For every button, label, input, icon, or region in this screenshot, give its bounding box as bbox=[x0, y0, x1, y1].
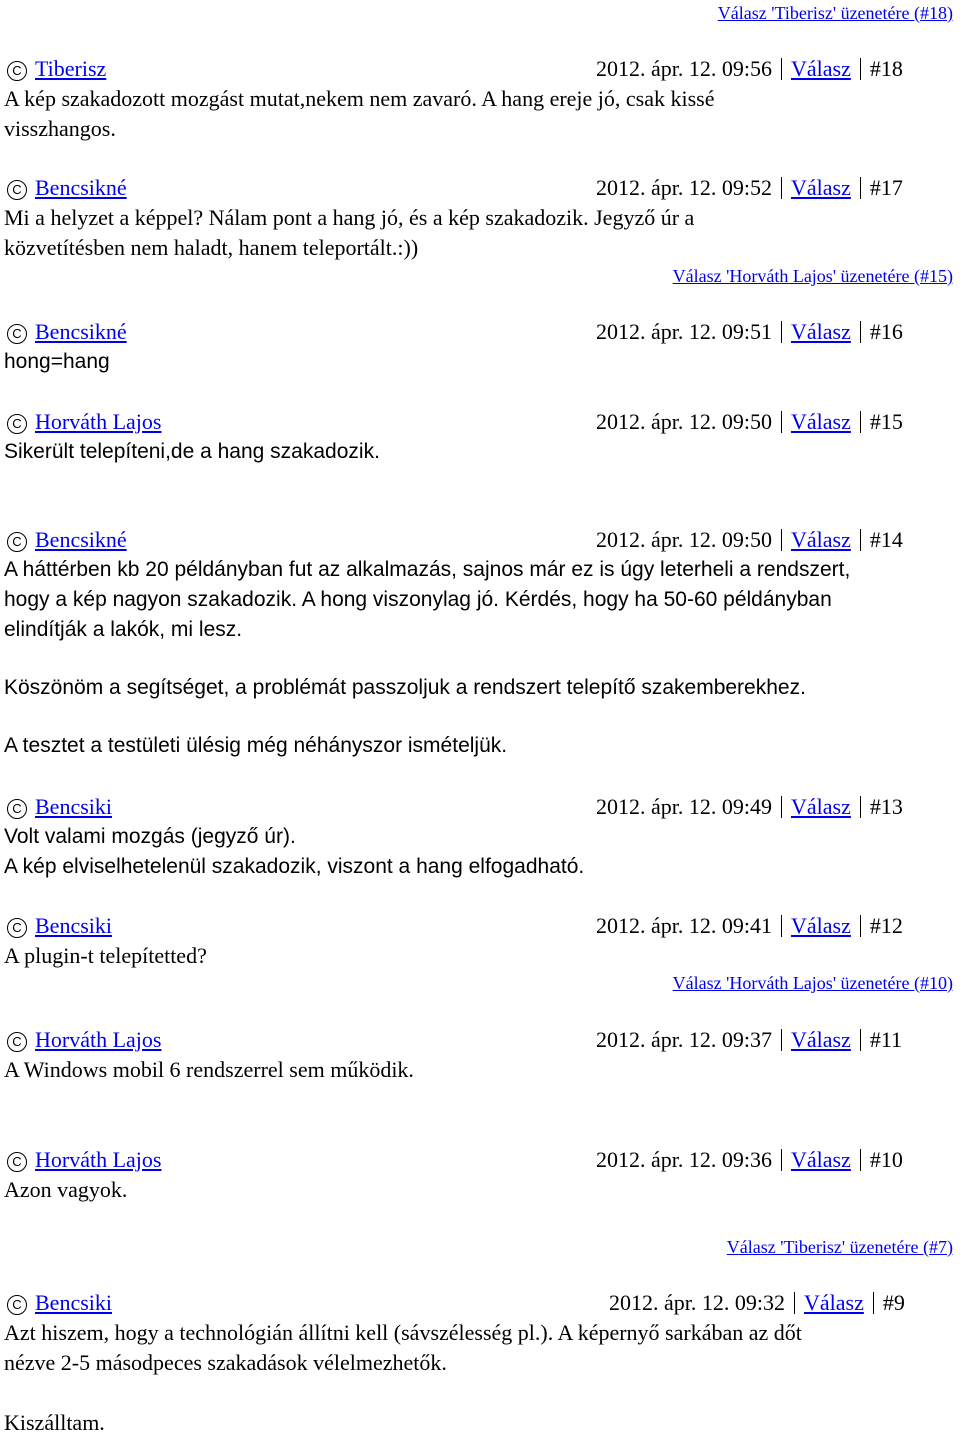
reply-to-link[interactable]: Válasz 'Horváth Lajos' üzenetére (#10) bbox=[672, 973, 953, 993]
post-date: 2012. ápr. 12. 09:32 bbox=[609, 1290, 785, 1315]
author-link[interactable]: Bencsikné bbox=[35, 319, 127, 344]
post-header bbox=[0, 1025, 960, 1055]
post-text-line: A plugin-t telepítetted? bbox=[4, 943, 207, 968]
post-number: #15 bbox=[869, 409, 903, 434]
author-link[interactable]: Horváth Lajos bbox=[35, 1147, 162, 1172]
reply-link[interactable]: Válasz bbox=[804, 1290, 864, 1315]
post-text-line: Köszönöm a segítséget, a problémát passzoljuk a rendszert telepítő szakemberekhez. bbox=[4, 676, 806, 699]
copyright-icon: C bbox=[7, 1032, 27, 1052]
author-link[interactable]: Bencsiki bbox=[35, 794, 112, 819]
author-link[interactable]: Tiberisz bbox=[35, 56, 107, 81]
post-header bbox=[0, 792, 960, 822]
post-header bbox=[0, 407, 960, 437]
post-text-line: nézve 2-5 másodpeces szakadások vélelmezhetők. bbox=[4, 1350, 447, 1375]
post-text-line: Volt valami mozgás (jegyző úr). bbox=[4, 825, 296, 848]
post-text-line: visszhangos. bbox=[4, 116, 116, 141]
post-text-line: A tesztet a testületi ülésig még néhányszor ismételjük. bbox=[4, 734, 508, 757]
copyright-icon: C bbox=[7, 532, 27, 552]
post-header bbox=[0, 1145, 960, 1175]
post-text-line: közvetítésben nem haladt, hanem teleportált.:)) bbox=[4, 235, 419, 260]
post-text-line: Sikerült telepíteni,de a hang szakadozik. bbox=[4, 440, 380, 463]
post-body bbox=[4, 1318, 952, 1438]
reply-to-link[interactable]: Válasz 'Horváth Lajos' üzenetére (#15) bbox=[672, 266, 953, 286]
copyright-icon: C bbox=[7, 799, 27, 819]
post-number: #11 bbox=[869, 1027, 903, 1052]
post-body bbox=[4, 84, 952, 144]
copyright-icon: C bbox=[7, 180, 27, 200]
author-link[interactable]: Horváth Lajos bbox=[35, 409, 162, 434]
post-header bbox=[0, 525, 960, 555]
reply-link[interactable]: Válasz bbox=[791, 56, 851, 81]
post-date: 2012. ápr. 12. 09:50 bbox=[596, 409, 772, 434]
post-header bbox=[0, 1288, 960, 1318]
post-number: #17 bbox=[869, 175, 903, 200]
post-header bbox=[0, 317, 960, 347]
reply-link[interactable]: Válasz bbox=[791, 1147, 851, 1172]
copyright-icon: C bbox=[7, 61, 27, 81]
copyright-icon: C bbox=[7, 1152, 27, 1172]
post-text-line: A Windows mobil 6 rendszerrel sem működik. bbox=[4, 1057, 414, 1082]
post-date: 2012. ápr. 12. 09:49 bbox=[596, 794, 772, 819]
post-number: #13 bbox=[869, 794, 903, 819]
reply-link[interactable]: Válasz bbox=[791, 527, 851, 552]
post-header bbox=[0, 173, 960, 203]
post-body bbox=[4, 1175, 952, 1205]
post-number: #12 bbox=[869, 913, 903, 938]
post-header bbox=[0, 911, 960, 941]
post-date: 2012. ápr. 12. 09:56 bbox=[596, 56, 772, 81]
post-number: #18 bbox=[869, 56, 903, 81]
reply-link[interactable]: Válasz bbox=[791, 175, 851, 200]
post-date: 2012. ápr. 12. 09:50 bbox=[596, 527, 772, 552]
post-date: 2012. ápr. 12. 09:41 bbox=[596, 913, 772, 938]
post-text-line: Kiszálltam. bbox=[4, 1410, 105, 1435]
post-text-line: Azt hiszem, hogy a technológián állítni kell (sávszélesség pl.). A képernyő sarkában az dőt bbox=[4, 1320, 802, 1345]
author-link[interactable]: Bencsiki bbox=[35, 1290, 112, 1315]
post-body bbox=[4, 941, 952, 971]
author-link[interactable]: Bencsikné bbox=[35, 175, 127, 200]
copyright-icon: C bbox=[7, 1295, 27, 1315]
post-text-line: A háttérben kb 20 példányban fut az alkalmazás, sajnos már ez is úgy leterheli a rendszert, bbox=[4, 558, 851, 581]
post-date: 2012. ápr. 12. 09:52 bbox=[596, 175, 772, 200]
post-date: 2012. ápr. 12. 09:37 bbox=[596, 1027, 772, 1052]
post-text-line: hogy a kép nagyon szakadozik. A hong viszonylag jó. Kérdés, hogy ha 50-60 példányban bbox=[4, 588, 832, 611]
post-body bbox=[4, 1055, 952, 1085]
post-body bbox=[4, 347, 952, 377]
post-number: #14 bbox=[869, 527, 903, 552]
reply-link[interactable]: Válasz bbox=[791, 794, 851, 819]
post-header bbox=[0, 54, 960, 84]
post-number: #16 bbox=[869, 319, 903, 344]
post-text-line: Mi a helyzet a képpel? Nálam pont a hang jó, és a kép szakadozik. Jegyző úr a bbox=[4, 205, 695, 230]
post-date: 2012. ápr. 12. 09:36 bbox=[596, 1147, 772, 1172]
post-text-line: Azon vagyok. bbox=[4, 1177, 128, 1202]
post-text-line: elindítják a lakók, mi lesz. bbox=[4, 618, 243, 641]
post-body bbox=[4, 822, 952, 882]
reply-link[interactable]: Válasz bbox=[791, 319, 851, 344]
post-text-line: hong=hang bbox=[4, 350, 110, 373]
author-link[interactable]: Bencsiki bbox=[35, 913, 112, 938]
reply-link[interactable]: Válasz bbox=[791, 1027, 851, 1052]
post-text-line: A kép elviselhetelenül szakadozik, viszont a hang elfogadható. bbox=[4, 855, 585, 878]
copyright-icon: C bbox=[7, 414, 27, 434]
post-number: #9 bbox=[882, 1290, 905, 1315]
post-date: 2012. ápr. 12. 09:51 bbox=[596, 319, 772, 344]
reply-link[interactable]: Válasz bbox=[791, 409, 851, 434]
author-link[interactable]: Bencsikné bbox=[35, 527, 127, 552]
post-body bbox=[4, 437, 952, 467]
post-number: #10 bbox=[869, 1147, 903, 1172]
reply-to-link[interactable]: Válasz 'Tiberisz' üzenetére (#7) bbox=[726, 1237, 953, 1257]
copyright-icon: C bbox=[7, 324, 27, 344]
reply-link[interactable]: Válasz bbox=[791, 913, 851, 938]
post-body bbox=[4, 555, 952, 761]
copyright-icon: C bbox=[7, 918, 27, 938]
post-text-line: A kép szakadozott mozgást mutat,nekem nem zavaró. A hang ereje jó, csak kissé bbox=[4, 86, 715, 111]
author-link[interactable]: Horváth Lajos bbox=[35, 1027, 162, 1052]
post-body bbox=[4, 203, 952, 263]
reply-to-link[interactable]: Válasz 'Tiberisz' üzenetére (#18) bbox=[717, 3, 953, 23]
